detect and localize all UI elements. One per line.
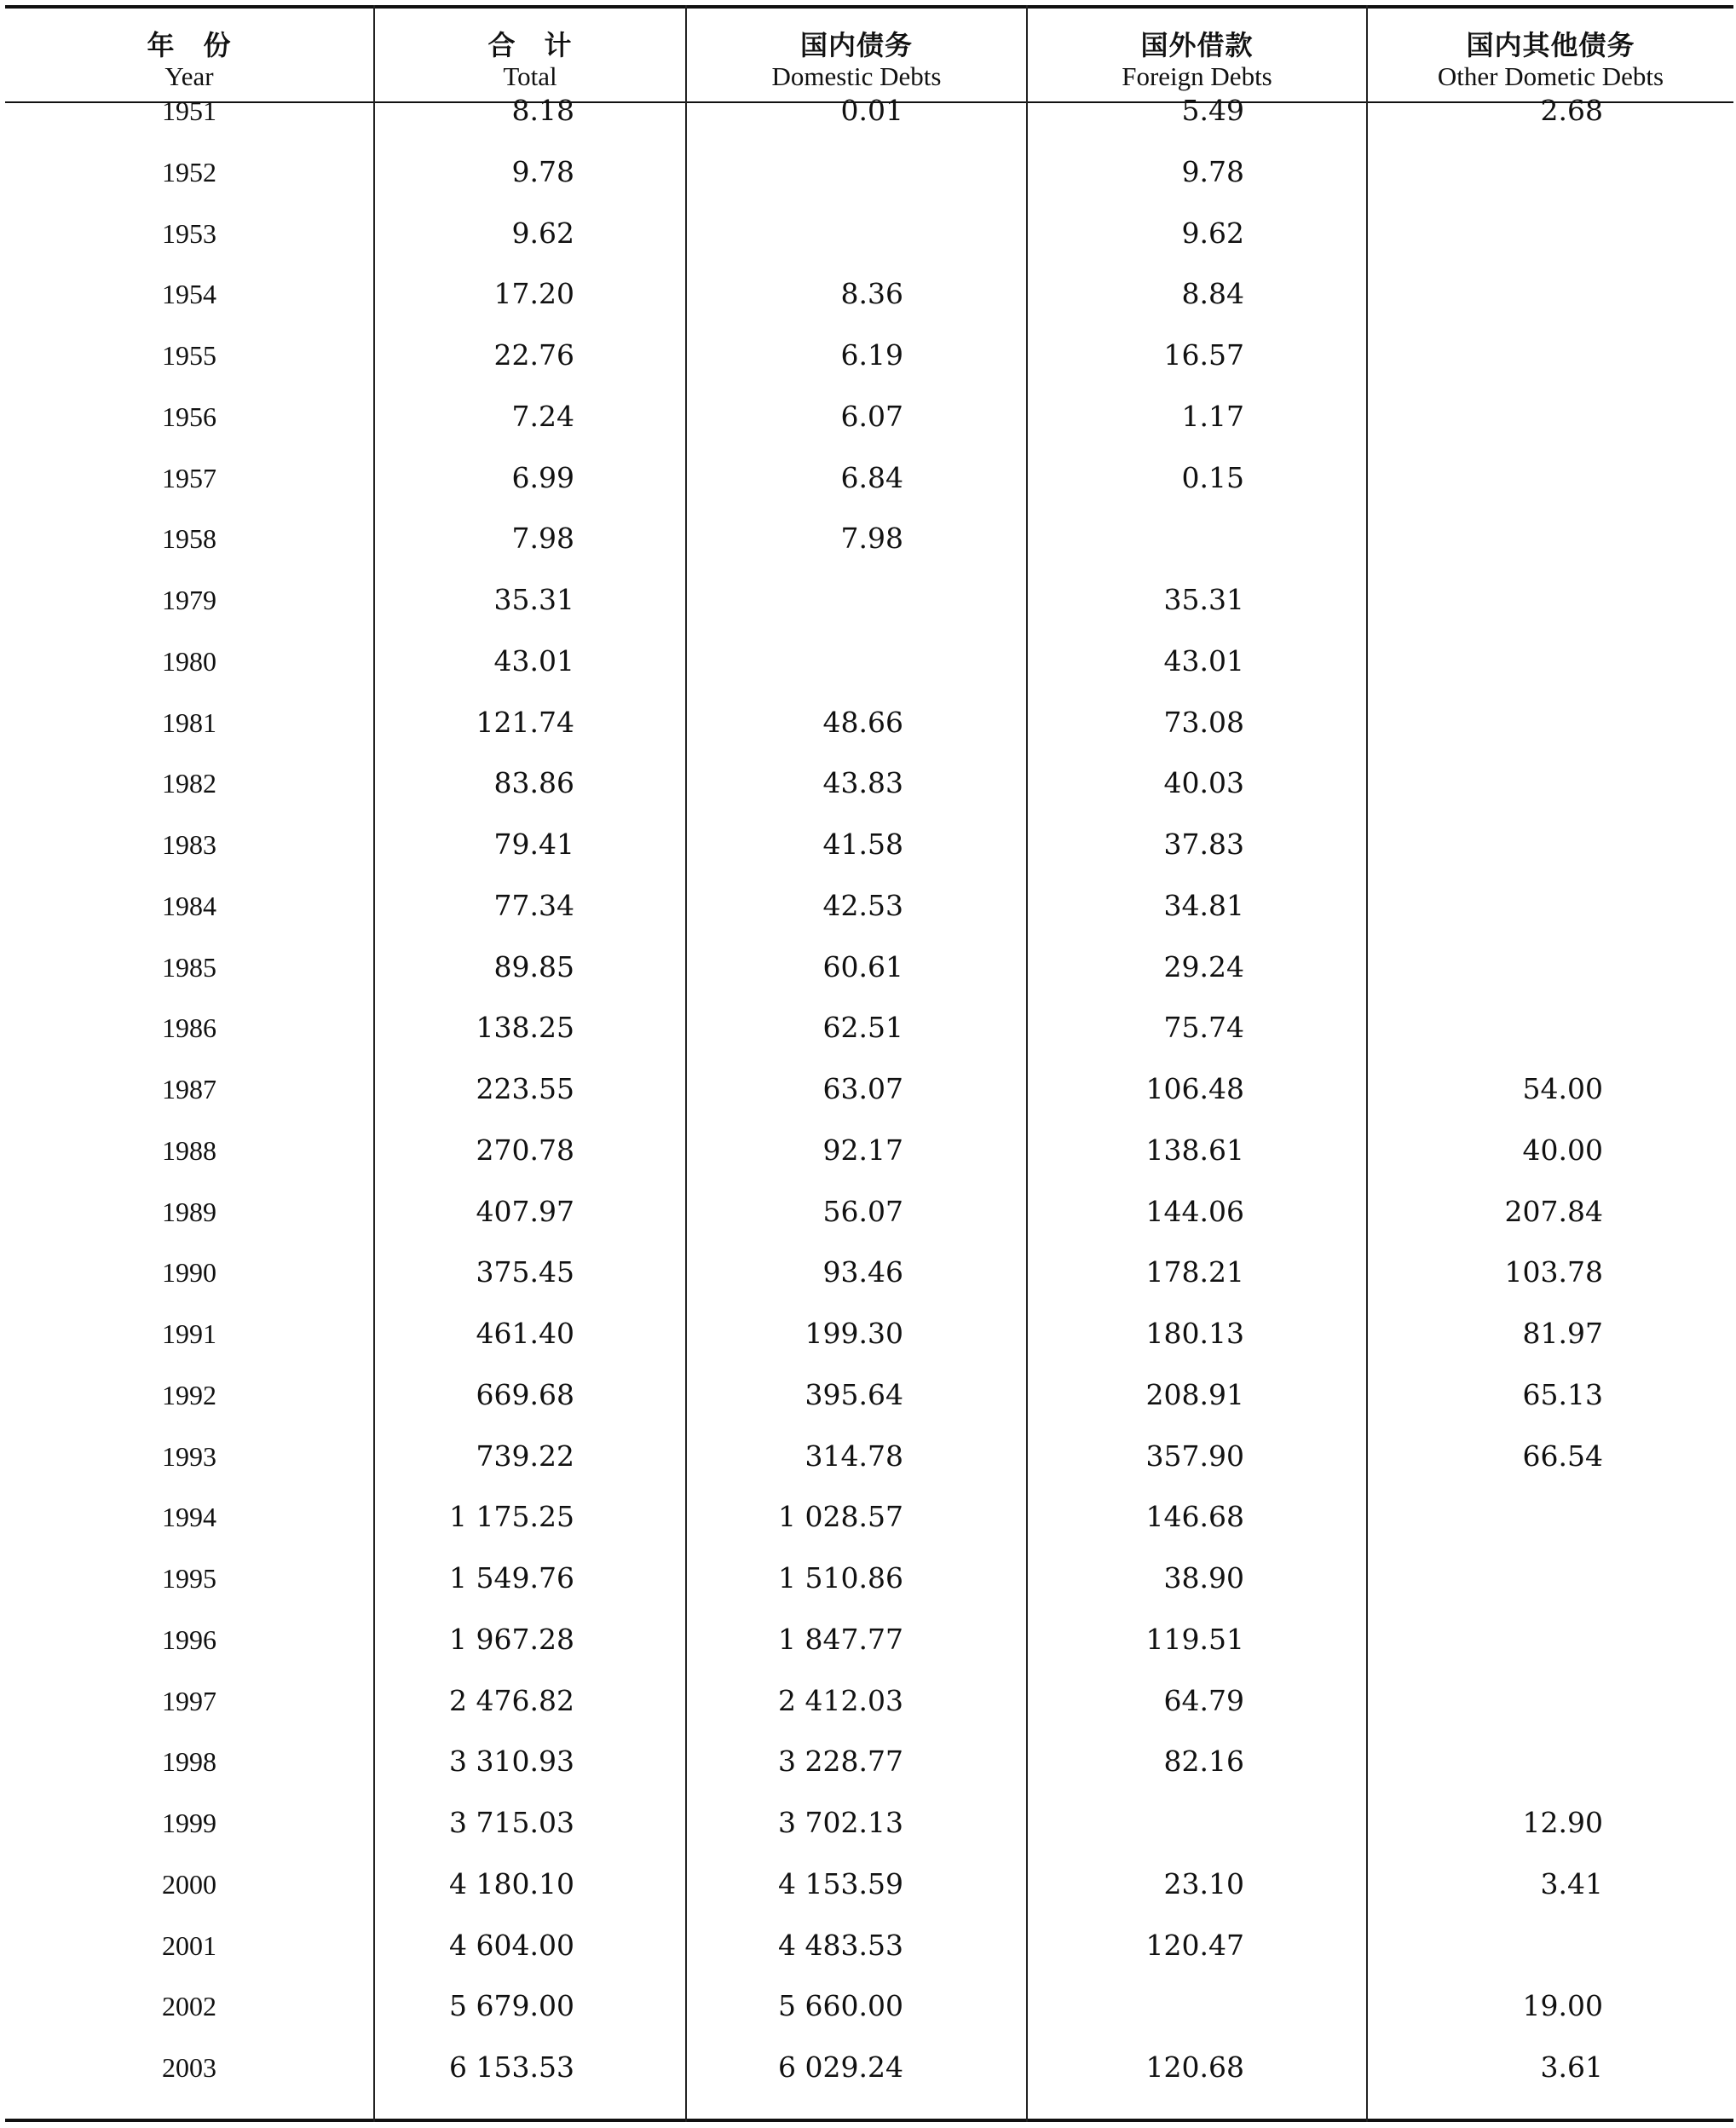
total-cell: 1 549.76: [449, 1561, 574, 1595]
year-cell: 1998: [162, 1746, 216, 1778]
foreign-cell: [1028, 508, 1244, 569]
table-row: [5, 386, 1733, 447]
table-row: [5, 80, 1733, 141]
year-cell: 1955: [162, 340, 216, 371]
table-row: [5, 753, 1733, 814]
table-row: [5, 263, 1733, 325]
domestic-cell: 4 153.59: [778, 1866, 903, 1900]
foreign-cell: [1028, 1792, 1244, 1854]
domestic-cell: 42.53: [822, 888, 903, 922]
other-cell: 40.00: [1522, 1133, 1603, 1167]
total-cell: 4 604.00: [449, 1928, 574, 1962]
total-cell: 79.41: [493, 828, 574, 861]
total-cell: 7.98: [511, 522, 574, 556]
domestic-cell: [687, 203, 903, 264]
foreign-cell: 8.84: [1181, 277, 1244, 311]
other-cell: [1368, 1670, 1603, 1732]
year-cell: 1991: [162, 1318, 216, 1349]
year-cell: 1952: [162, 156, 216, 187]
other-cell: [1368, 141, 1603, 203]
foreign-cell: 40.03: [1163, 766, 1244, 800]
total-cell: 3 715.03: [449, 1806, 574, 1839]
other-cell: [1368, 447, 1603, 509]
year-cell: 1994: [162, 1502, 216, 1533]
table-row: [5, 1242, 1733, 1303]
table-row: [5, 1364, 1733, 1426]
year-cell: 2002: [162, 1991, 216, 2022]
table-row: [5, 141, 1733, 203]
header-total-zh: 合 计: [487, 29, 573, 61]
other-cell: [1368, 1609, 1603, 1670]
header-other-en: Other Dometic Debts: [1437, 61, 1664, 91]
domestic-cell: 48.66: [822, 705, 903, 739]
other-cell: [1368, 997, 1603, 1058]
header-domestic-en: Domestic Debts: [771, 61, 942, 91]
year-cell: 1958: [162, 523, 216, 555]
other-cell: [1368, 203, 1603, 264]
foreign-cell: 138.61: [1145, 1133, 1244, 1167]
foreign-cell: 38.90: [1163, 1561, 1244, 1595]
other-cell: 54.00: [1522, 1072, 1603, 1105]
total-cell: 7.24: [511, 399, 574, 433]
domestic-cell: 1 510.86: [778, 1561, 903, 1595]
domestic-cell: 5 660.00: [778, 1989, 903, 2023]
year-cell: 1980: [162, 645, 216, 677]
header-foreign-en: Foreign Debts: [1122, 61, 1272, 91]
other-cell: 103.78: [1504, 1255, 1603, 1289]
foreign-cell: 144.06: [1145, 1194, 1244, 1228]
domestic-cell: 6.07: [840, 399, 903, 433]
domestic-cell: 314.78: [805, 1439, 903, 1473]
other-cell: [1368, 508, 1603, 569]
table-row: [5, 1120, 1733, 1181]
domestic-cell: 1 028.57: [778, 1500, 903, 1534]
other-cell: [1368, 875, 1603, 937]
total-cell: 1 175.25: [449, 1500, 574, 1534]
year-cell: 1995: [162, 1563, 216, 1594]
table-row: [5, 569, 1733, 631]
table-row: [5, 937, 1733, 998]
year-cell: 1985: [162, 951, 216, 983]
year-cell: 1984: [162, 890, 216, 921]
other-cell: 207.84: [1504, 1194, 1603, 1228]
foreign-cell: 146.68: [1145, 1500, 1244, 1534]
total-cell: 9.62: [511, 216, 574, 250]
foreign-cell: 357.90: [1145, 1439, 1244, 1473]
total-cell: 375.45: [476, 1255, 574, 1289]
other-cell: 2.68: [1540, 94, 1603, 127]
domestic-cell: 6.84: [840, 460, 903, 494]
foreign-cell: 106.48: [1145, 1072, 1244, 1105]
year-cell: 1992: [162, 1379, 216, 1410]
total-cell: 83.86: [493, 766, 574, 800]
total-cell: 9.78: [511, 154, 574, 188]
table-row: [5, 447, 1733, 509]
header-other-zh: 国内其他债务: [1466, 29, 1635, 61]
year-cell: 1986: [162, 1012, 216, 1044]
other-cell: 12.90: [1522, 1806, 1603, 1839]
foreign-cell: 23.10: [1163, 1866, 1244, 1900]
table-row: [5, 1181, 1733, 1243]
total-cell: 4 180.10: [449, 1866, 574, 1900]
total-cell: 2 476.82: [449, 1683, 574, 1717]
domestic-cell: [687, 631, 903, 692]
total-cell: 407.97: [476, 1194, 574, 1228]
domestic-cell: 3 228.77: [778, 1744, 903, 1779]
domestic-cell: 395.64: [805, 1377, 903, 1411]
foreign-cell: 35.31: [1163, 583, 1244, 616]
table-row: [5, 2037, 1733, 2098]
table-row: [5, 997, 1733, 1058]
year-cell: 1956: [162, 401, 216, 432]
year-cell: 1999: [162, 1808, 216, 1838]
table-bottom-rule: [5, 2119, 1733, 2122]
domestic-cell: 43.83: [822, 766, 903, 800]
foreign-cell: 178.21: [1145, 1255, 1244, 1289]
year-cell: 2001: [162, 1929, 216, 1961]
other-cell: [1368, 325, 1603, 386]
total-cell: 22.76: [493, 338, 574, 372]
domestic-cell: 6 029.24: [778, 2050, 903, 2084]
table-row: [5, 1486, 1733, 1548]
year-cell: 1996: [162, 1623, 216, 1655]
other-cell: [1368, 631, 1603, 692]
foreign-cell: 16.57: [1163, 338, 1244, 372]
foreign-cell: 64.79: [1163, 1683, 1244, 1717]
table-row: [5, 508, 1733, 569]
year-cell: 1983: [162, 829, 216, 860]
domestic-cell: 199.30: [805, 1317, 903, 1350]
other-cell: 81.97: [1522, 1317, 1603, 1350]
total-cell: 739.22: [476, 1439, 574, 1473]
year-cell: 1989: [162, 1196, 216, 1227]
table-row: [5, 692, 1733, 753]
domestic-cell: 7.98: [840, 522, 903, 556]
header-total-en: Total: [503, 61, 557, 91]
total-cell: 17.20: [493, 277, 574, 311]
foreign-cell: 34.81: [1163, 888, 1244, 922]
other-cell: [1368, 692, 1603, 753]
other-cell: 19.00: [1522, 1989, 1603, 2023]
domestic-cell: 63.07: [822, 1072, 903, 1105]
table-row: [5, 1792, 1733, 1854]
other-cell: [1368, 1486, 1603, 1548]
foreign-cell: 120.47: [1145, 1928, 1244, 1962]
other-cell: [1368, 1731, 1603, 1792]
domestic-cell: 4 483.53: [778, 1928, 903, 1962]
domestic-cell: 6.19: [840, 338, 903, 372]
domestic-cell: [687, 569, 903, 631]
year-cell: 1953: [162, 217, 216, 249]
total-cell: 223.55: [476, 1072, 574, 1105]
header-foreign-zh: 国外借款: [1140, 29, 1254, 61]
table-row: [5, 325, 1733, 386]
foreign-cell: 75.74: [1163, 1011, 1244, 1045]
foreign-cell: 82.16: [1163, 1744, 1244, 1779]
total-cell: 461.40: [476, 1317, 574, 1350]
domestic-cell: 41.58: [822, 828, 903, 861]
total-cell: 43.01: [493, 643, 574, 678]
year-cell: 1982: [162, 768, 216, 799]
foreign-cell: 208.91: [1145, 1377, 1244, 1411]
domestic-cell: [687, 141, 903, 203]
foreign-cell: 5.49: [1181, 94, 1244, 127]
table-row: [5, 1670, 1733, 1732]
table-row: [5, 1548, 1733, 1609]
total-cell: 121.74: [476, 705, 574, 739]
domestic-cell: 2 412.03: [778, 1683, 903, 1717]
year-cell: 1951: [162, 95, 216, 126]
table-row: [5, 1975, 1733, 2037]
year-cell: 1979: [162, 585, 216, 615]
other-cell: [1368, 937, 1603, 998]
foreign-cell: 29.24: [1163, 949, 1244, 983]
table-row: [5, 1609, 1733, 1670]
total-cell: 89.85: [493, 949, 574, 983]
foreign-cell: 180.13: [1145, 1317, 1244, 1350]
foreign-cell: 0.15: [1181, 460, 1244, 494]
domestic-cell: 8.36: [840, 277, 903, 311]
total-cell: 6.99: [511, 460, 574, 494]
other-cell: [1368, 1548, 1603, 1609]
other-cell: [1368, 263, 1603, 325]
year-cell: 1957: [162, 462, 216, 493]
domestic-cell: 56.07: [822, 1194, 903, 1228]
year-cell: 1990: [162, 1257, 216, 1289]
other-cell: 3.41: [1540, 1866, 1603, 1900]
domestic-cell: 1 847.77: [778, 1622, 903, 1656]
year-cell: 1987: [162, 1074, 216, 1104]
header-year-zh: 年 份: [147, 29, 232, 61]
year-cell: 1997: [162, 1685, 216, 1716]
total-cell: 669.68: [476, 1377, 574, 1411]
total-cell: 1 967.28: [449, 1622, 574, 1656]
total-cell: 6 153.53: [449, 2050, 574, 2084]
total-cell: 138.25: [476, 1011, 574, 1045]
table-row: [5, 814, 1733, 875]
year-cell: 2003: [162, 2052, 216, 2083]
domestic-cell: 60.61: [822, 949, 903, 983]
domestic-cell: 93.46: [822, 1255, 903, 1289]
foreign-cell: 119.51: [1145, 1622, 1244, 1656]
foreign-cell: 120.68: [1145, 2050, 1244, 2084]
total-cell: 5 679.00: [449, 1989, 574, 2023]
header-domestic-zh: 国内债务: [799, 29, 913, 61]
other-cell: [1368, 1915, 1603, 1976]
other-cell: 65.13: [1522, 1377, 1603, 1411]
year-cell: 1954: [162, 279, 216, 310]
other-cell: [1368, 753, 1603, 814]
other-cell: [1368, 386, 1603, 447]
domestic-cell: 62.51: [822, 1011, 903, 1045]
table-row: [5, 875, 1733, 937]
total-cell: 3 310.93: [449, 1744, 574, 1779]
other-cell: 3.61: [1540, 2050, 1603, 2084]
table-row: [5, 1426, 1733, 1487]
table-row: [5, 1058, 1733, 1120]
other-cell: [1368, 814, 1603, 875]
year-cell: 1988: [162, 1134, 216, 1166]
table-row: [5, 1303, 1733, 1364]
domestic-cell: 0.01: [840, 94, 903, 127]
domestic-cell: 3 702.13: [778, 1806, 903, 1839]
total-cell: 8.18: [511, 94, 574, 127]
total-cell: 35.31: [493, 583, 574, 616]
foreign-cell: 9.78: [1181, 154, 1244, 188]
foreign-cell: 73.08: [1163, 705, 1244, 739]
year-cell: 2000: [162, 1868, 216, 1900]
table-row: [5, 1915, 1733, 1976]
table-row: [5, 1854, 1733, 1915]
other-cell: 66.54: [1522, 1439, 1603, 1473]
year-cell: 1993: [162, 1440, 216, 1472]
foreign-cell: 1.17: [1181, 399, 1244, 433]
year-cell: 1981: [162, 706, 216, 738]
table-row: [5, 631, 1733, 692]
total-cell: 270.78: [476, 1133, 574, 1167]
foreign-cell: 9.62: [1181, 216, 1244, 250]
foreign-cell: [1028, 1975, 1244, 2037]
total-cell: 77.34: [493, 888, 574, 922]
table-row: [5, 203, 1733, 264]
domestic-cell: 92.17: [822, 1133, 903, 1167]
foreign-cell: 37.83: [1163, 828, 1244, 861]
foreign-cell: 43.01: [1163, 643, 1244, 678]
header-year-en: Year: [164, 61, 214, 91]
table-row: [5, 1731, 1733, 1792]
other-cell: [1368, 569, 1603, 631]
